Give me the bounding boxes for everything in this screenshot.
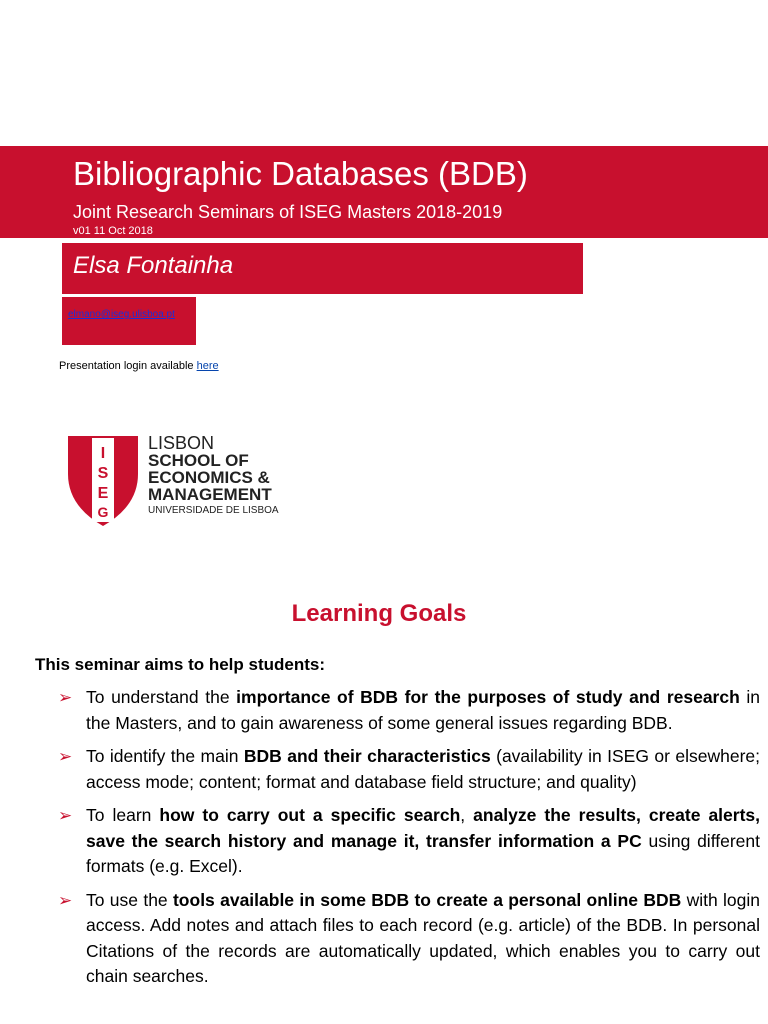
email-box bbox=[62, 297, 196, 345]
emblem-letter-e: E bbox=[97, 485, 109, 502]
arrow-bullet-icon: ➢ bbox=[58, 688, 73, 707]
author-name: Elsa Fontainha bbox=[73, 252, 234, 279]
logo-line-management: MANAGEMENT bbox=[148, 485, 272, 504]
logo-line-lisbon: LISBON bbox=[148, 433, 215, 453]
login-here-link[interactable]: here bbox=[196, 360, 219, 372]
goals-intro: This seminar aims to help students: bbox=[35, 655, 326, 674]
logo-line-university: UNIVERSIDADE DE LISBOA bbox=[148, 505, 279, 516]
page-title: Bibliographic Databases (BDB) bbox=[73, 155, 528, 192]
logo-line-school: SCHOOL OF bbox=[148, 451, 249, 470]
goal-text: with login access. Add notes and attach files to each record (e.g. article) of the BDB. In personal Citations of the records are automatically updated, which enables you to carry out chain searches. bbox=[86, 889, 760, 986]
goal-bold: importance of BDB for the purposes of study and research bbox=[236, 687, 740, 707]
goal-item bbox=[58, 803, 760, 880]
goal-text: in the Masters, and to gain awareness of some general issues regarding BDB. bbox=[86, 687, 761, 733]
goal-bold: analyze the results, create alerts, save the search history and manage it, transfer information a PC bbox=[86, 805, 761, 851]
goal-item bbox=[58, 685, 760, 736]
goal-text: To use the bbox=[86, 889, 173, 910]
emblem-letter-g: G bbox=[97, 504, 109, 520]
goal-bold: tools available in some BDB to create a personal online BDB bbox=[172, 889, 682, 910]
goal-text: , bbox=[460, 805, 474, 825]
arrow-bullet-icon: ➢ bbox=[58, 747, 73, 766]
goal-text: To identify the main bbox=[86, 746, 244, 766]
goal-bold: BDB and their characteristics bbox=[243, 746, 491, 766]
goal-item bbox=[58, 888, 760, 990]
arrow-bullet-icon: ➢ bbox=[58, 806, 73, 825]
login-line bbox=[59, 360, 219, 372]
goal-text: using different formats (e.g. Excel). bbox=[86, 830, 760, 876]
email-link[interactable]: elmano@iseg.ulisboa.pt bbox=[68, 309, 175, 320]
logo-wordmark bbox=[148, 434, 279, 519]
goals-list bbox=[58, 685, 760, 998]
goal-bold: how to carry out a specific search bbox=[159, 805, 461, 825]
emblem-letter-s: S bbox=[97, 465, 109, 482]
version-date: v01 11 Oct 2018 bbox=[73, 225, 153, 237]
page-subtitle: Joint Research Seminars of ISEG Masters 2018-2019 bbox=[73, 202, 503, 222]
goal-text: To learn bbox=[86, 805, 160, 825]
login-text: Presentation login available bbox=[59, 360, 197, 372]
arrow-bullet-icon: ➢ bbox=[58, 890, 73, 910]
goal-item bbox=[58, 744, 760, 795]
goal-text: (availability in ISEG or elsewhere; access mode; content; format and database field structure; and quality) bbox=[86, 746, 761, 792]
emblem-letter-i: I bbox=[100, 445, 106, 462]
logo-line-economics: ECONOMICS & bbox=[148, 468, 270, 487]
learning-goals-title: Learning Goals bbox=[291, 600, 467, 627]
goal-text: To understand the bbox=[86, 687, 237, 707]
